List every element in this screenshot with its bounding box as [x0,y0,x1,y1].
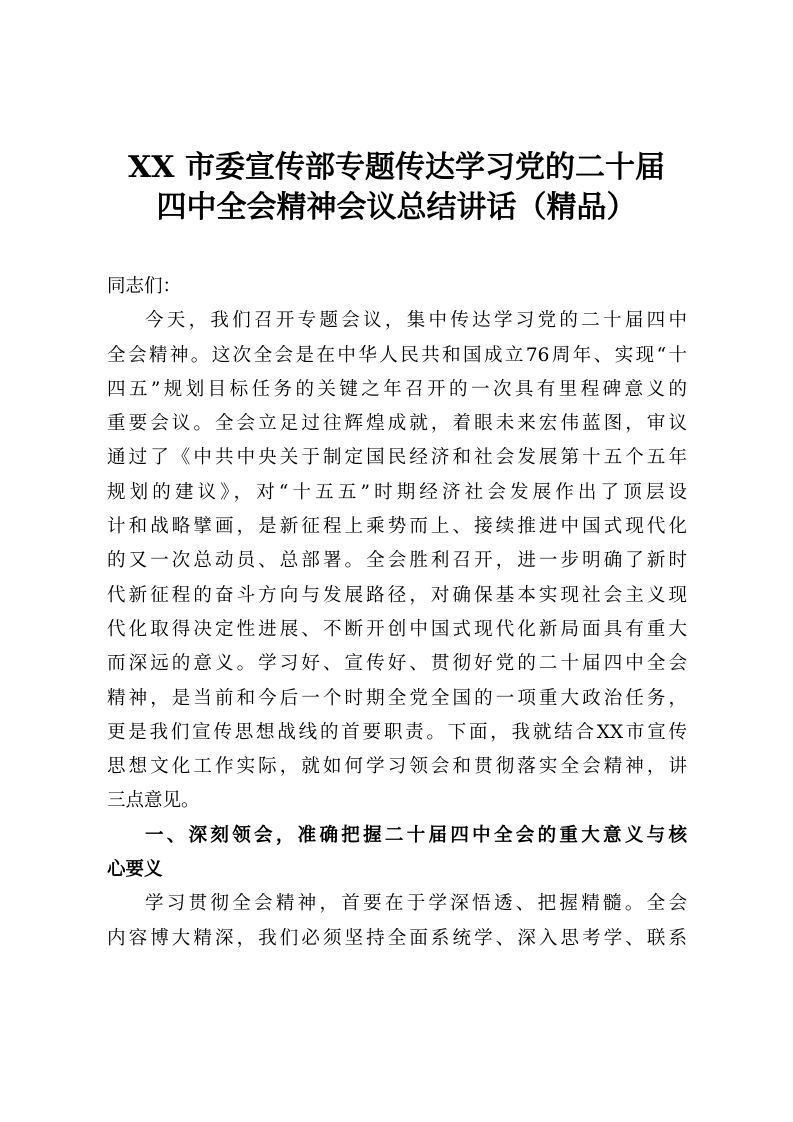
paragraph-line: 全会精神。这次全会是在中华人民共和国成立76周年、实现“十 [107,344,687,366]
paragraph-line: 四五”规划目标任务的关键之年召开的一次具有里程碑意义的 [107,378,687,400]
heading-line: 心要义 [107,859,163,881]
paragraph-line: 的又一次总动员、总部署。全会胜利召开，进一步明确了新时 [107,550,687,572]
paragraph-line: 三点意见。 [107,790,200,812]
document-title [60,148,733,228]
section-heading-1 [107,819,687,888]
paragraph-line: 代化取得决定性进展、不断开创中国式现代化新局面具有重大 [107,618,687,640]
paragraph-line: 学习贯彻全会精神，首要在于学深悟透、把握精髓。全会 [145,893,687,915]
paragraph-line: 思想文化工作实际，就如何学习领会和贯彻落实全会精神，讲 [107,756,687,778]
paragraph-2 [107,887,687,956]
heading-line: 一、深刻领会，准确把握二十届四中全会的重大意义与核 [145,824,687,846]
title-line-2: 四中全会精神会议总结讲话（精品） [156,190,637,225]
salutation: 同志们： [107,276,182,297]
paragraph-1 [107,304,687,818]
paragraph-line: 今天，我们召开专题会议，集中传达学习党的二十届四中 [145,310,687,332]
document-body [107,270,687,956]
paragraph-line: 规划的建议》，对“十五五”时期经济社会发展作出了顶层设 [107,481,687,503]
paragraph-line: 而深远的意义。学习好、宣传好、贯彻好党的二十届四中全会 [107,653,687,675]
paragraph-line: 更是我们宣传思想战线的首要职责。下面，我就结合XX市宣传 [107,721,687,743]
paragraph-line: 精神，是当前和今后一个时期全党全国的一项重大政治任务， [107,687,687,709]
title-line-1: XX 市委宣传部专题传达学习党的二十届 [128,150,665,185]
paragraph-line: 通过了《中共中央关于制定国民经济和社会发展第十五个五年 [107,447,687,469]
paragraph-line: 计和战略擘画，是新征程上乘势而上、接续推进中国式现代化 [107,516,687,538]
paragraph-line: 内容博大精深，我们必须坚持全面系统学、深入思考学、联系 [107,927,687,949]
paragraph-line: 重要会议。全会立足过往辉煌成就，着眼未来宏伟蓝图，审议 [107,413,687,435]
paragraph-line: 代新征程的奋斗方向与发展路径，对确保基本实现社会主义现 [107,584,687,606]
